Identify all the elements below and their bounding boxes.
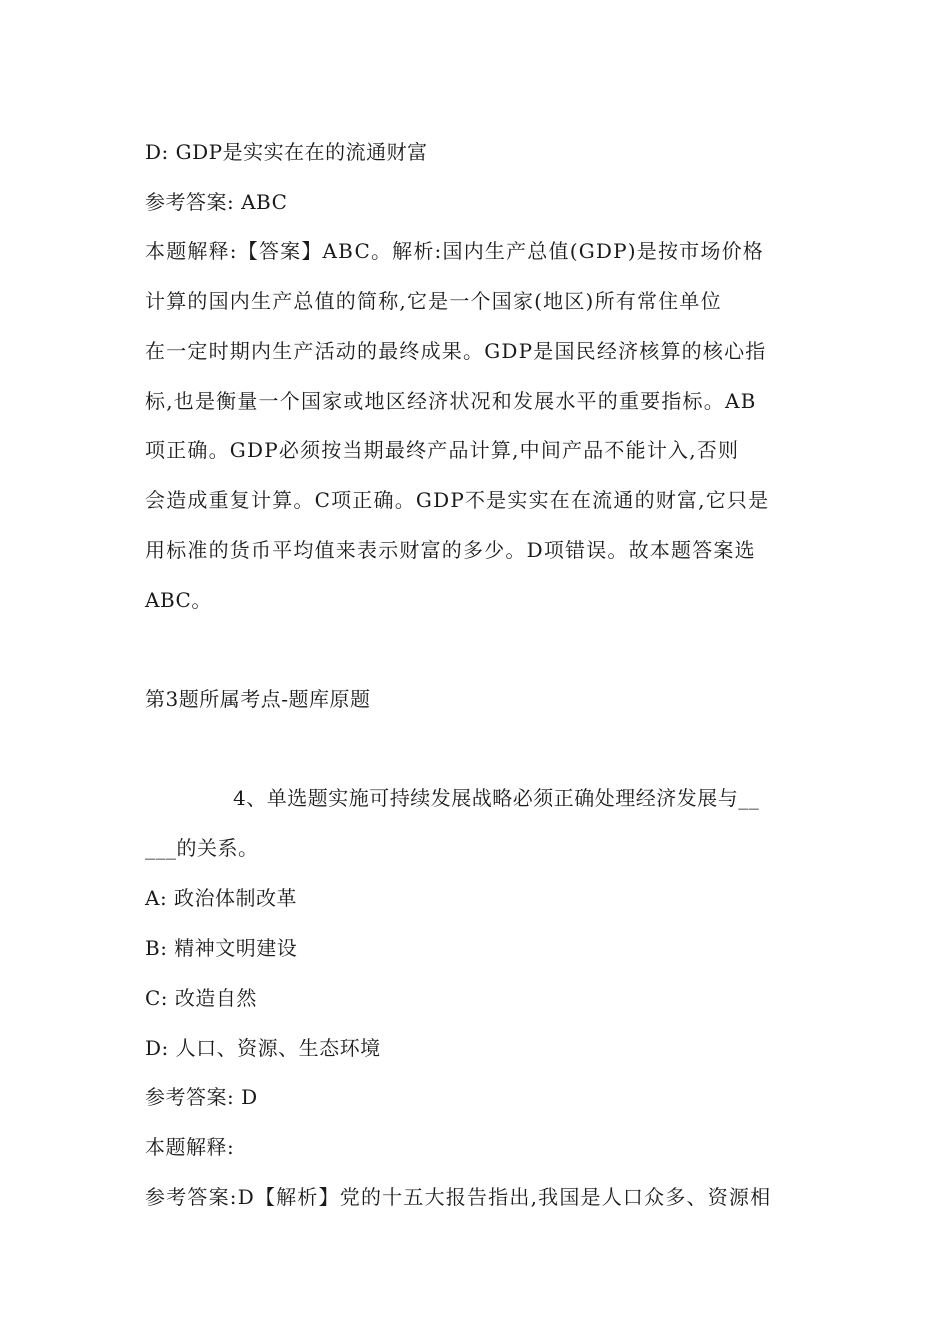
q3-explanation-line-2: 计算的国内生产总值的简称,它是一个国家(地区)所有常住单位 bbox=[145, 289, 722, 313]
q3-explanation-line-1: 本题解释:【答案】ABC。解析:国内生产总值(GDP)是按市场价格 bbox=[145, 239, 764, 263]
q3-explanation-line-7: 用标准的货币平均值来表示财富的多少。D项错误。故本题答案选 bbox=[145, 538, 756, 562]
q4-answer: 参考答案: D bbox=[145, 1085, 258, 1109]
q4-option-b: B: 精神文明建设 bbox=[145, 936, 298, 960]
q4-question-line-1: 4、单选题实施可持续发展战略必须正确处理经济发展与__ bbox=[233, 786, 760, 810]
q4-explanation-label: 本题解释: bbox=[145, 1135, 235, 1159]
q4-option-c: C: 改造自然 bbox=[145, 986, 257, 1010]
q4-option-d: D: 人口、资源、生态环境 bbox=[145, 1036, 381, 1060]
q3-explanation-line-8: ABC。 bbox=[145, 588, 212, 612]
q3-knowledge-point: 第3题所属考点-题库原题 bbox=[145, 687, 371, 711]
q3-explanation-line-4: 标,也是衡量一个国家或地区经济状况和发展水平的重要指标。AB bbox=[145, 389, 757, 413]
q3-explanation-line-3: 在一定时期内生产活动的最终成果。GDP是国民经济核算的核心指 bbox=[145, 339, 767, 363]
q4-question-line-2: ___的关系。 bbox=[145, 836, 259, 860]
q3-explanation-line-6: 会造成重复计算。C项正确。GDP不是实实在在流通的财富,它只是 bbox=[145, 488, 770, 512]
q4-explanation-line-1: 参考答案:D【解析】党的十五大报告指出,我国是人口众多、资源相 bbox=[145, 1185, 772, 1209]
q3-explanation-line-5: 项正确。GDP必须按当期最终产品计算,中间产品不能计入,否则 bbox=[145, 438, 740, 462]
q4-option-a: A: 政治体制改革 bbox=[145, 886, 298, 910]
q3-option-d: D: GDP是实实在在的流通财富 bbox=[145, 140, 428, 164]
q3-answer: 参考答案: ABC bbox=[145, 190, 288, 214]
